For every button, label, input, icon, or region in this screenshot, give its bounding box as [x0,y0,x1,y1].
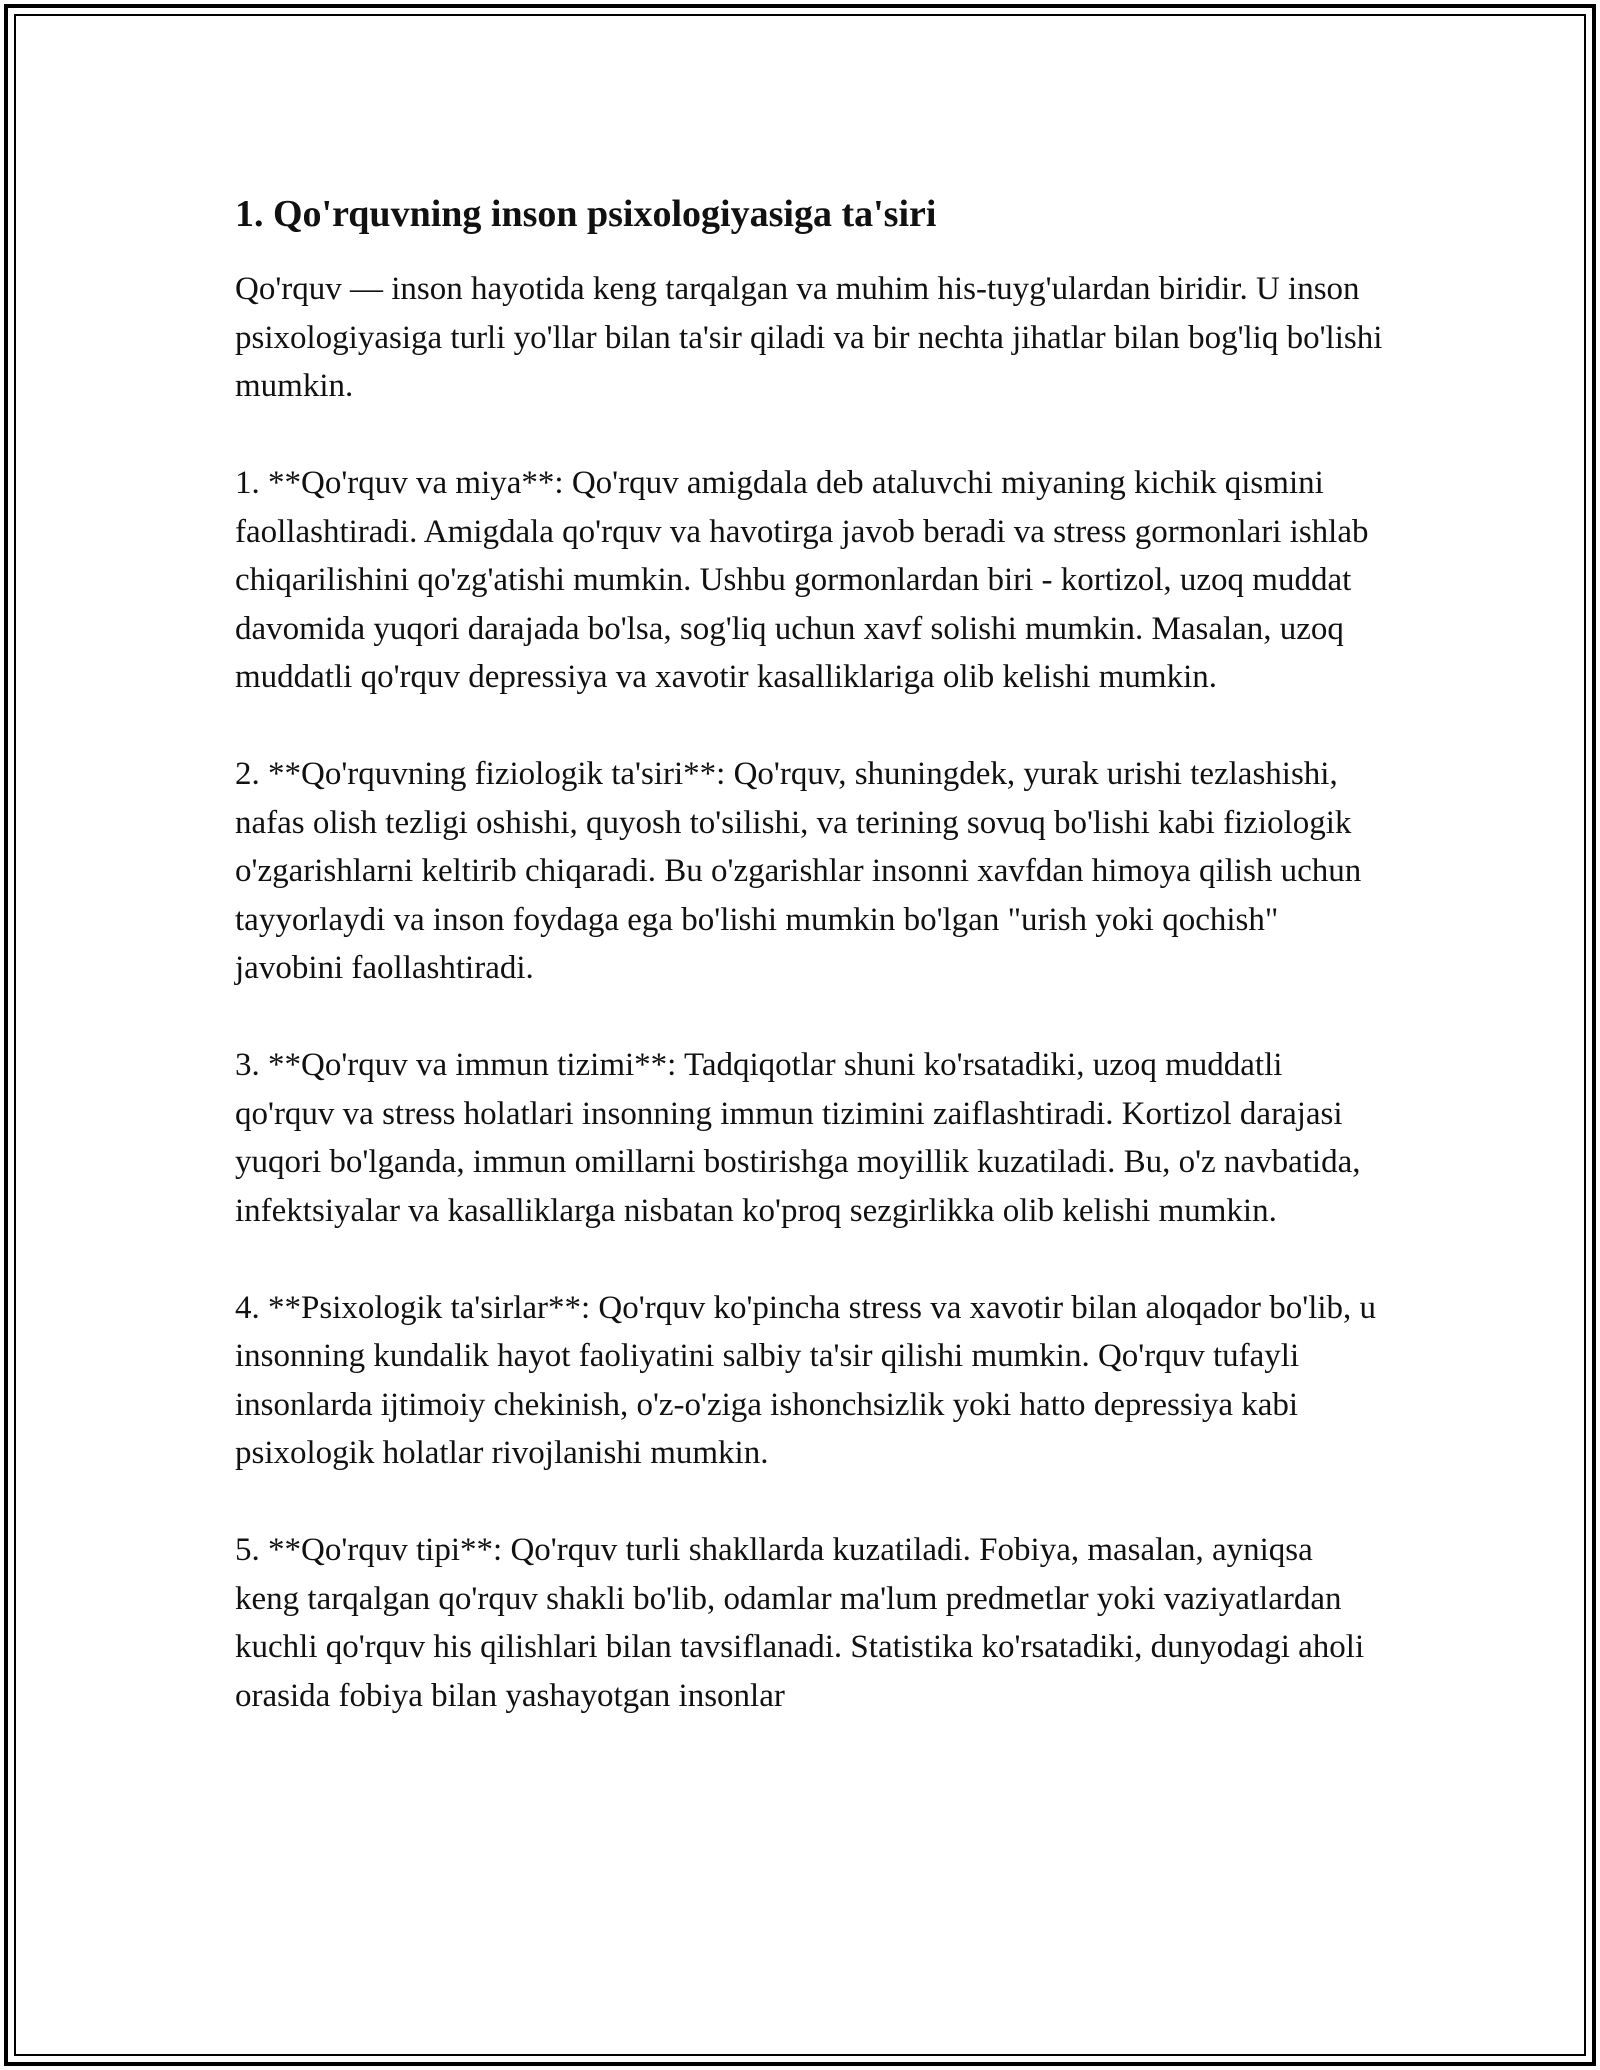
paragraph-intro: Qo'rquv — inson hayotida keng tarqalgan va muhim his-tuyg'ulardan biridir. U inson psixologiyasiga turli yo'llar bilan ta'sir qiladi va bir nechta jihatlar bilan bog'liq bo'lishi mumkin. [235,271,1383,404]
paragraph-fear-and-brain: 1. **Qo'rquv va miya**: Qo'rquv amigdala deb ataluvchi miyaning kichik qismini faollashtiradi. Amigdala qo'rquv va havotirga javob beradi va stress gormonlari ishlab chiqarilishini qo'zg'atishi mumkin. Ushbu gormonlardan biri - kortizol, uzoq muddat davomida yuqori darajada bo'lsa, sog'liq uchun xavf solishi mumkin. Masalan, uzoq muddatli qo'rquv depressiya va xavotir kasalliklariga olib kelishi mumkin. [235,465,1369,695]
document-body [235,185,1385,1769]
paragraph-fear-types: 5. **Qo'rquv tipi**: Qo'rquv turli shakllarda kuzatiladi. Fobiya, masalan, ayniqsa keng tarqalgan qo'rquv shakli bo'lib, odamlar ma'lum predmetlar yoki vaziyatlardan kuchli qo'rquv his qilishlari bilan tavsiflanadi. Statistika ko'rsatadiki, dunyodagi aholi orasida fobiya bilan yashayotgan insonlar [235,1532,1365,1714]
paragraph-immune-system: 3. **Qo'rquv va immun tizimi**: Tadqiqotlar shuni ko'rsatadiki, uzoq muddatli qo'rquv va stress holatlari insonning immun tizimini zaiflashtiradi. Kortizol darajasi yuqori bo'lganda, immun omillarni bostirishga moyillik kuzatiladi. Bu, o'z navbatida, infektsiyalar va kasalliklarga nisbatan ko'proq sezgirlikka olib kelishi mumkin. [235,1047,1361,1229]
paragraph-psychological-effects: 4. **Psixologik ta'sirlar**: Qo'rquv ko'pincha stress va xavotir bilan aloqador bo'lib, u insonning kundalik hayot faoliyatini salbiy ta'sir qilishi mumkin. Qo'rquv tufayli insonlarda ijtimoiy chekinish, o'z-o'ziga ishonchsizlik yoki hatto depressiya kabi psixologik holatlar rivojlanishi mumkin. [235,1289,1377,1471]
document-title: 1. Qo'rquvning inson psixologiyasiga ta'siri [235,193,937,235]
paragraph-physiological-effect: 2. **Qo'rquvning fiziologik ta'siri**: Qo'rquv, shuningdek, yurak urishi tezlashishi, nafas olish tezligi oshishi, quyosh to'silishi, va terining sovuq bo'lishi kabi fiziologik o'zgarishlarni keltirib chiqaradi. Bu o'zgarishlar insonni xavfdan himoya qilish uchun tayyorlaydi va inson foydaga ega bo'lishi mumkin bo'lgan "urish yoki qochish" javobini faollashtiradi. [235,756,1362,986]
